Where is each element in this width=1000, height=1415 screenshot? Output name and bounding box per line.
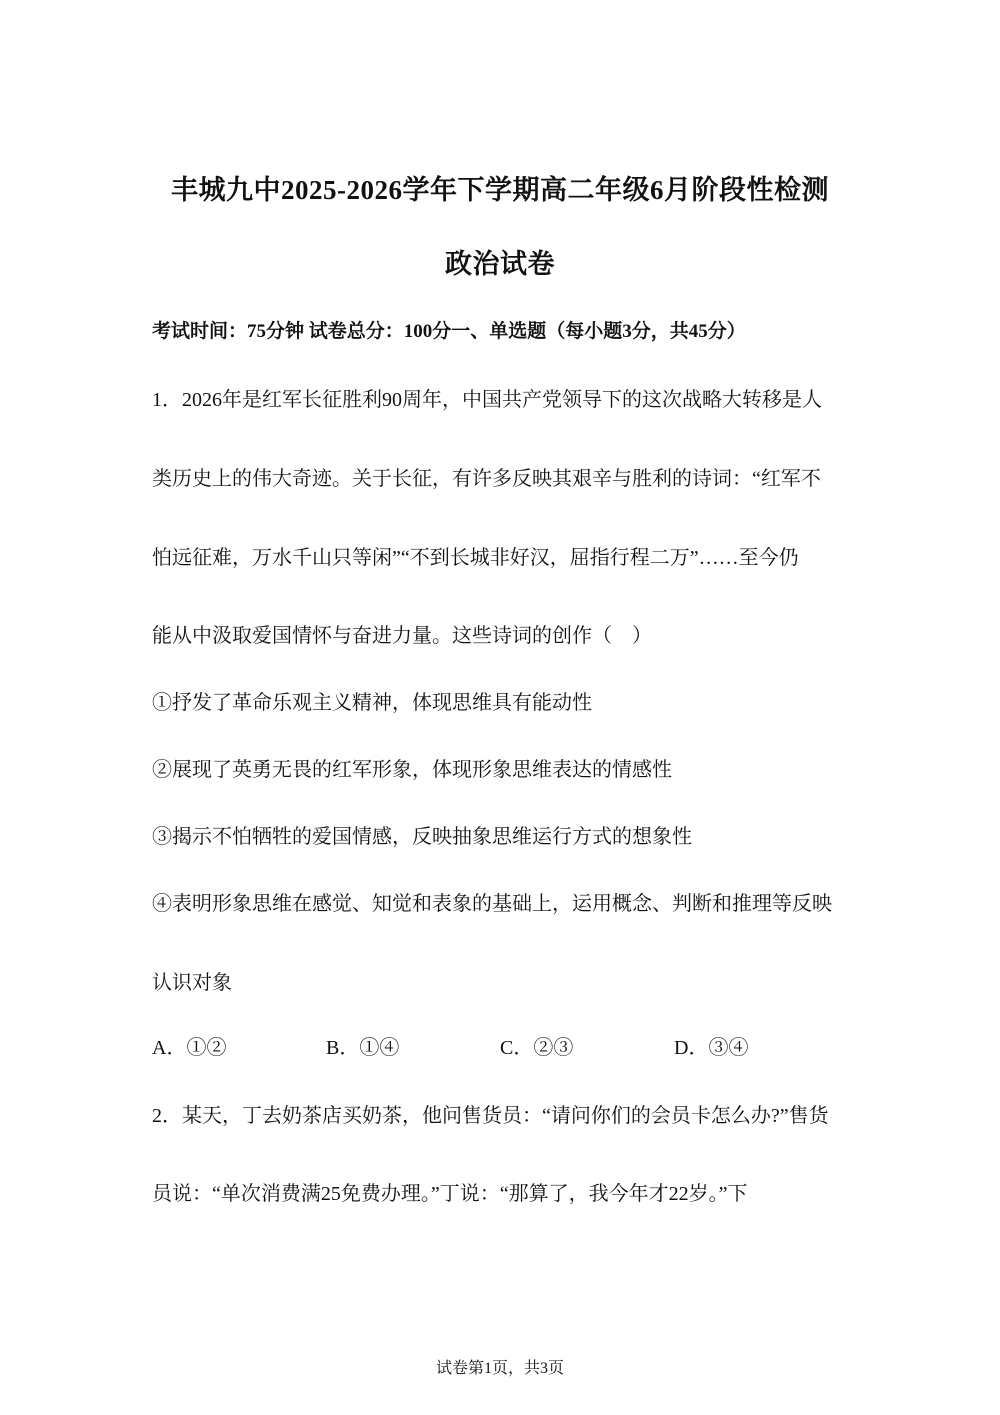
question-1-options: [152, 1031, 852, 1061]
option-c[interactable]: C．②③: [500, 1037, 574, 1059]
question-1-line: 能从中汲取爱国情怀与奋进力量。这些诗词的创作（ ）: [152, 625, 652, 647]
exam-title: 丰城九中2025-2026学年下学期高二年级6月阶段性检测: [171, 175, 829, 205]
option-b[interactable]: B．①④: [326, 1037, 400, 1059]
question-2-line: 员说：“单次消费满25免费办理。”丁说：“那算了，我今年才22岁。”下: [152, 1183, 748, 1205]
question-1-statement: ④表明形象思维在感觉、知觉和表象的基础上，运用概念、判断和推理等反映: [152, 893, 832, 915]
question-1-statement: ③揭示不怕牺牲的爱国情感，反映抽象思维运行方式的想象性: [152, 826, 692, 848]
question-1-statement: ②展现了英勇无畏的红军形象，体现形象思维表达的情感性: [152, 759, 672, 781]
exam-subject: 政治试卷: [445, 249, 555, 279]
question-1-line: 怕远征难，万水千山只等闲”“不到长城非好汉，屈指行程二万”……至今仍: [152, 547, 799, 569]
question-1-statement: ①抒发了革命乐观主义精神，体现思维具有能动性: [152, 692, 592, 714]
page-footer: 试卷第1页，共3页: [435, 1360, 564, 1377]
question-1-line: 1．2026年是红军长征胜利90周年，中国共产党领导下的这次战略大转移是人: [152, 389, 822, 411]
question-2-line: 2．某天，丁去奶茶店买奶茶，他问售货员：“请问你们的会员卡怎么办?”售货: [152, 1105, 829, 1127]
option-d[interactable]: D．③④: [674, 1037, 749, 1059]
question-1-line: 类历史上的伟大奇迹。关于长征，有许多反映其艰辛与胜利的诗词：“红军不: [152, 468, 821, 490]
question-1-statement: 认识对象: [152, 972, 232, 994]
exam-meta: 考试时间：75分钟 试卷总分：100分一、单选题（每小题3分，共45分）: [152, 321, 746, 342]
option-a[interactable]: A．①②: [152, 1037, 227, 1059]
